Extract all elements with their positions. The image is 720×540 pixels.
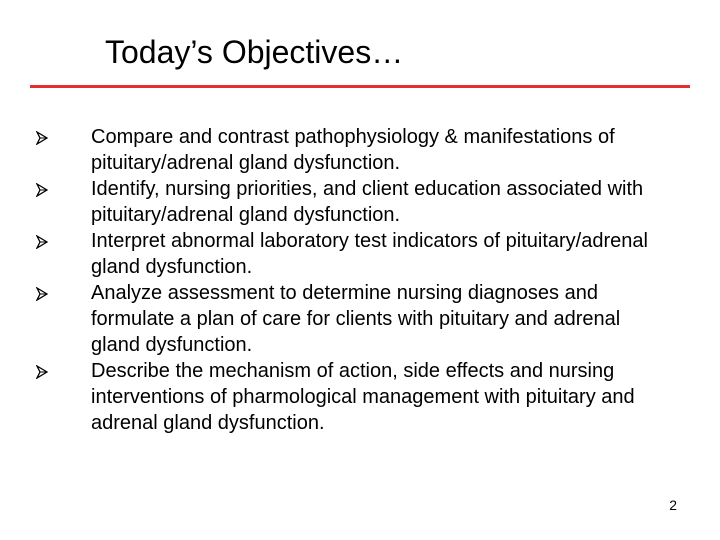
objective-item	[0, 124, 671, 176]
objective-item	[0, 176, 671, 228]
objective-item	[0, 280, 671, 358]
objective-text: Identify, nursing priorities, and client education associated with pituitary/adrenal gland dysfunction.	[91, 178, 644, 226]
objective-item	[0, 228, 671, 280]
arrow-bullet-icon	[36, 365, 48, 379]
arrow-bullet-icon	[36, 131, 48, 145]
arrow-bullet-icon	[36, 287, 48, 301]
objective-text: Analyze assessment to determine nursing diagnoses and formulate a plan of care for clients with pituitary and adrenal gland dysfunction.	[91, 282, 621, 356]
objective-text: Describe the mechanism of action, side effects and nursing interventions of pharmological management with pituitary and adrenal gland dysfunction.	[91, 360, 635, 434]
title-divider-line	[30, 85, 690, 88]
arrow-bullet-icon	[36, 235, 48, 249]
objectives-list	[0, 124, 671, 436]
page-number: 2	[669, 497, 677, 513]
objective-text: Compare and contrast pathophysiology & manifestations of pituitary/adrenal gland dysfunction.	[91, 126, 615, 174]
objective-text: Interpret abnormal laboratory test indicators of pituitary/adrenal gland dysfunction.	[91, 230, 648, 278]
arrow-bullet-icon	[36, 183, 48, 197]
title-divider	[30, 85, 690, 88]
slide-title: Today’s Objectives…	[105, 34, 404, 70]
objective-item	[0, 358, 671, 436]
